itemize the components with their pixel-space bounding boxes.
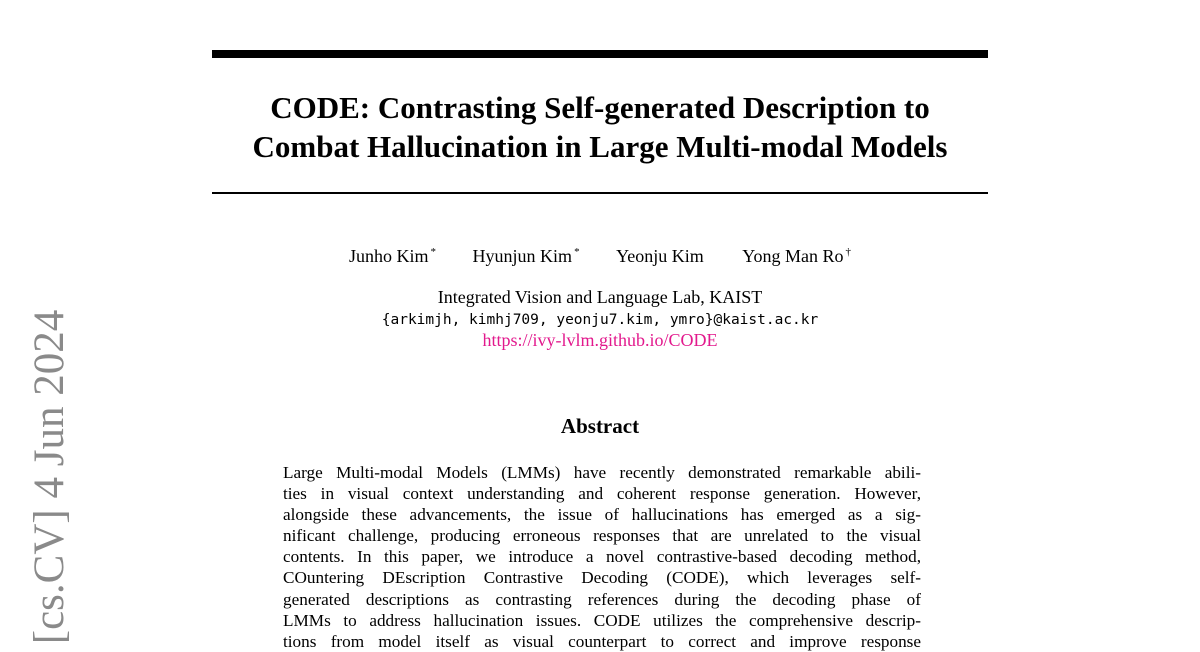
arxiv-side-stamp xyxy=(22,309,78,645)
arxiv-stamp-text: [cs.CV] 4 Jun 2024 xyxy=(26,309,73,645)
author xyxy=(742,244,851,268)
abstract-line: alongside these advancements, the issue of hallucinations has emerged as a sig- xyxy=(283,505,921,525)
author-mark: * xyxy=(574,246,580,258)
abstract-heading: Abstract xyxy=(560,414,640,438)
abstract-line: Large Multi-modal Models (LMMs) have recently demonstrated remarkable abili- xyxy=(283,463,921,482)
abstract-line: generated descriptions as contrasting references during the decoding phase of xyxy=(283,589,921,609)
author-name: Hyunjun Kim xyxy=(472,246,573,266)
title-bottom-rule xyxy=(212,192,988,194)
author-mark: * xyxy=(430,246,437,258)
abstract-line: tions from model itself as visual counterpart to correct and improve response xyxy=(283,631,921,651)
title-line: Combat Hallucination in Large Multi-modal Models xyxy=(252,129,948,164)
author-name: Junho Kim xyxy=(349,246,429,266)
author-name: Yong Man Ro xyxy=(742,246,844,266)
abstract-text xyxy=(283,462,921,652)
abstract-line: contents. In this paper, we introduce a novel contrastive-based decoding method, xyxy=(283,547,921,567)
author-emails: {arkimjh, kimhj709, yeonju7.kim, ymro}@kaist.ac.kr xyxy=(381,312,819,328)
abstract-line: ties in visual context understanding and coherent response generation. However, xyxy=(283,484,921,504)
affiliation: Integrated Vision and Language Lab, KAIST xyxy=(437,287,763,307)
author-list xyxy=(200,244,1000,268)
author xyxy=(473,244,580,268)
author xyxy=(616,244,706,268)
title-top-rule xyxy=(212,50,988,58)
author-name: Yeonju Kim xyxy=(616,246,704,266)
project-link[interactable]: https://ivy-lvlm.github.io/CODE xyxy=(482,330,718,350)
abstract-line: COuntering DEscription Contrastive Decoding (CODE), which leverages self- xyxy=(283,568,921,588)
abstract-line: LMMs to address hallucination issues. CODE utilizes the comprehensive descrip- xyxy=(283,610,921,630)
paper-title xyxy=(212,88,988,166)
abstract-line: nificant challenge, producing erroneous responses that are unrelated to the visual xyxy=(283,526,921,546)
title-line: CODE: Contrasting Self-generated Description to xyxy=(270,90,930,125)
author-mark: † xyxy=(845,246,851,258)
author xyxy=(349,244,436,268)
